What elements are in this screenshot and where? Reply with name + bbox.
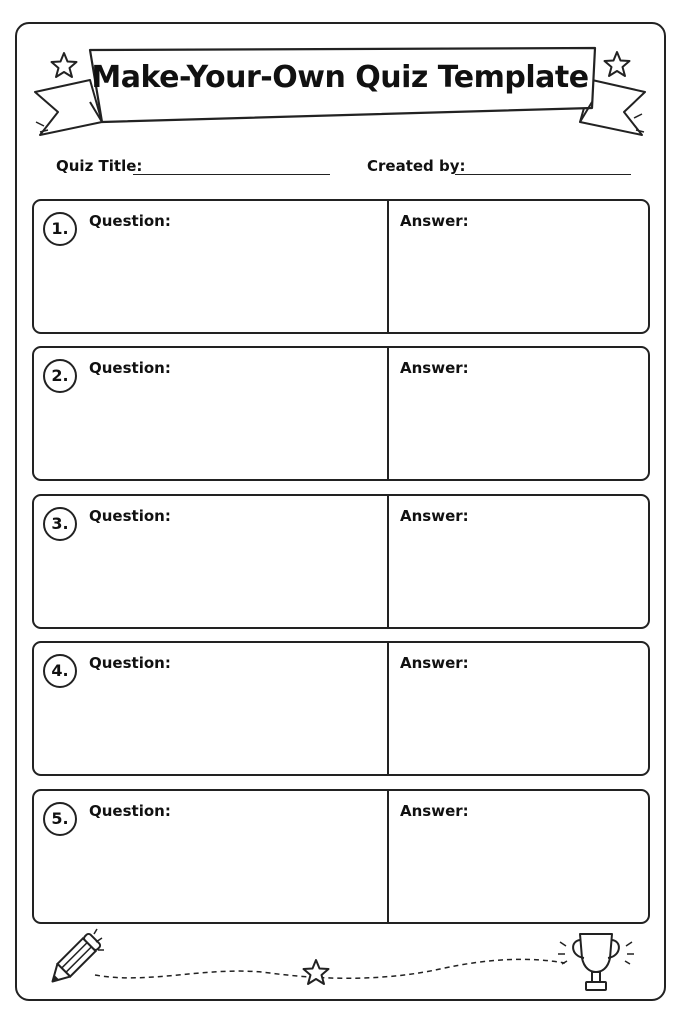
question-label: Question: (89, 802, 171, 820)
question-card-1 (32, 199, 650, 334)
answer-label: Answer: (400, 802, 469, 820)
answer-label: Answer: (400, 654, 469, 672)
created-by-label: Created by: (367, 157, 466, 175)
question-label: Question: (89, 359, 171, 377)
question-number: 4. (43, 654, 77, 688)
question-label: Question: (89, 507, 171, 525)
question-card-2 (32, 346, 650, 481)
star-icon (602, 50, 632, 78)
card-divider (387, 348, 389, 479)
quiz-title-field[interactable] (133, 174, 330, 175)
quiz-title-label: Quiz Title: (56, 157, 143, 175)
card-divider (387, 791, 389, 922)
question-card-3 (32, 494, 650, 629)
page-title: Make-Your-Own Quiz Template (91, 60, 589, 95)
card-divider (387, 201, 389, 332)
question-label: Question: (89, 654, 171, 672)
question-number: 1. (43, 212, 77, 246)
answer-label: Answer: (400, 359, 469, 377)
star-icon (49, 51, 79, 79)
created-by-field[interactable] (455, 174, 631, 175)
answer-label: Answer: (400, 507, 469, 525)
star-icon (301, 958, 331, 986)
card-divider (387, 643, 389, 774)
question-number: 5. (43, 802, 77, 836)
title-banner (30, 40, 655, 150)
question-card-5 (32, 789, 650, 924)
question-number: 3. (43, 507, 77, 541)
question-label: Question: (89, 212, 171, 230)
question-number: 2. (43, 359, 77, 393)
question-card-4 (32, 641, 650, 776)
answer-label: Answer: (400, 212, 469, 230)
card-divider (387, 496, 389, 627)
trophy-icon (554, 928, 638, 996)
pencil-icon (40, 928, 106, 994)
